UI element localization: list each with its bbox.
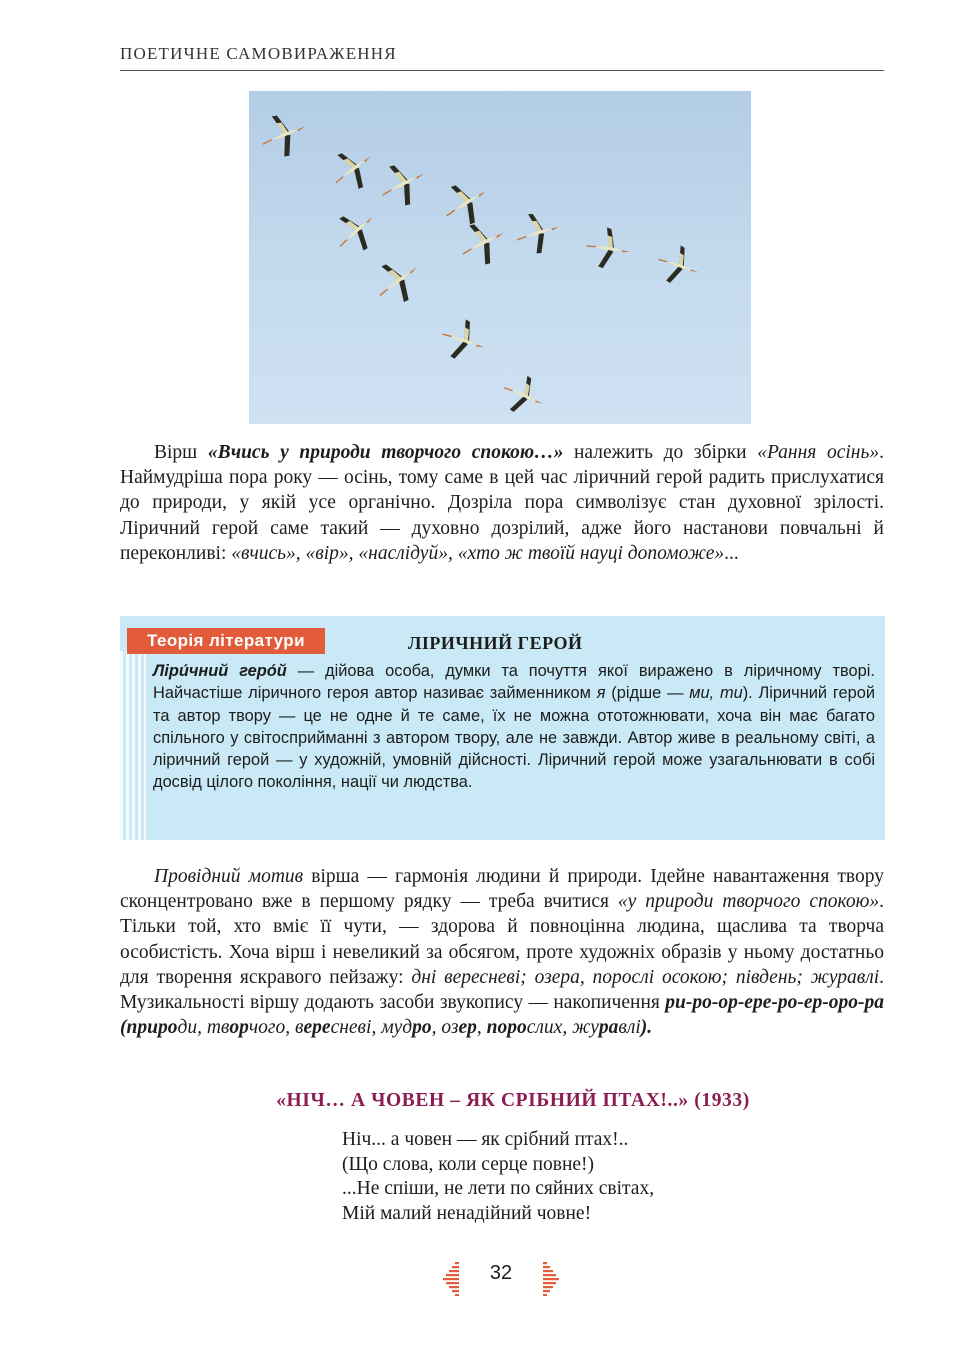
word-part: жу xyxy=(572,1017,599,1039)
word-part: влі xyxy=(618,1017,641,1039)
word-part: слих xyxy=(526,1017,563,1039)
separator: , xyxy=(197,1017,207,1039)
intro-paragraph xyxy=(120,440,884,566)
sound-pattern: ри-ро-ор-ере-ро-ер-оро-ра xyxy=(665,992,884,1014)
word-part: чого xyxy=(248,1017,286,1039)
stork-icon xyxy=(652,240,704,291)
text-run: . Музикальності віршу додають засоби звукопису — накопичення xyxy=(120,966,885,1014)
page-number: 32 xyxy=(489,1262,513,1284)
stork-icon xyxy=(326,202,386,261)
word-part: при xyxy=(126,1017,158,1039)
word-part: ди xyxy=(177,1017,198,1039)
stork-icon xyxy=(435,173,496,233)
theory-title: ЛІРИЧНИЙ ГЕРОЙ xyxy=(408,633,583,653)
text-run: (рідше — xyxy=(605,684,690,703)
collection-title: «Рання осінь» xyxy=(757,442,880,463)
stork-icon xyxy=(453,214,513,272)
storks-photo xyxy=(249,91,751,424)
separator: , xyxy=(476,1017,487,1039)
separator: , xyxy=(371,1017,382,1039)
theory-definition xyxy=(153,660,875,794)
word-part: ра xyxy=(598,1017,619,1039)
word-part: муд xyxy=(381,1017,413,1039)
separator: , xyxy=(285,1017,296,1039)
text-run: ми, ти xyxy=(689,684,743,703)
word-part: ор xyxy=(229,1017,249,1039)
theory-tag: Теорія літератури xyxy=(127,628,325,654)
decorative-stripes xyxy=(120,651,146,840)
quote: «у природи творчого спокою» xyxy=(617,891,880,913)
word-part: ер xyxy=(458,1017,477,1039)
word-part: сневі xyxy=(330,1017,372,1039)
text-run: — дійова особа, думки та почуття якої виражено в ліричному творі. Найчастіше ліричного героя автор називає займенником xyxy=(153,662,875,703)
word-part: ро xyxy=(157,1017,178,1039)
text-run: ). Ліричний герой та автор твору — це не одне й те саме, їх не можна ототожнювати, хоча він має багато спільного у світосприйманні з автором твору, але не завжди. Автор живе в реальному світі, а ліричний герой — у художній, умовній дійсності. Ліричний герой може узагальнювати в собі досвід цілого покоління, нації чи людства. xyxy=(153,684,875,792)
text-run: ). xyxy=(640,1017,653,1039)
quoted-words: «вчись», «вір», «наслідуй», «хто ж твоїй науці допоможе» xyxy=(231,542,725,564)
stork-icon xyxy=(512,207,565,258)
stork-icon xyxy=(436,314,491,367)
analysis-paragraph xyxy=(120,864,884,1040)
stork-icon xyxy=(373,155,433,213)
text-run: вірша — гармонія людини й природи. Ідейне навантаження твору сконцентровано вже в першому рядку — треба вчитися xyxy=(120,866,884,913)
word-part: ере xyxy=(303,1017,331,1039)
poem-line: ...Не спіши, не лети по сяйних світах, xyxy=(342,1178,655,1200)
text-run: . Наймудріша пора року — осінь, тому саме в цей час ліричний герой радить прислухатися до природи, у якій усе органічно. Дозріла пора символізує стан духовної зрілості. Ліричний герой саме такий — духовно дозрілий, адже його настанови повчальні й переконливі: xyxy=(120,442,884,564)
text-run: я xyxy=(596,684,606,703)
stork-icon xyxy=(496,369,550,422)
text-run: ( xyxy=(120,1017,127,1039)
running-head: ПОЕТИЧНЕ САМОВИРАЖЕННЯ xyxy=(120,44,884,71)
text-run: належить до збірки xyxy=(563,442,758,463)
poem-title: «НІЧ… А ЧОВЕН – ЯК СРІБНИЙ ПТАХ!..» (1933) xyxy=(276,1090,750,1111)
right-ornament-icon xyxy=(541,1260,561,1296)
left-ornament-icon xyxy=(441,1260,461,1296)
text-run: Вірш xyxy=(154,442,208,463)
stork-icon xyxy=(367,250,429,312)
separator: , xyxy=(562,1017,573,1039)
word-part: ро xyxy=(412,1017,432,1039)
poem-line: Ніч... а човен — як срібний птах!.. xyxy=(342,1129,629,1150)
key-term: Провідний мотив xyxy=(154,866,304,887)
poem-stanza xyxy=(342,1128,654,1226)
separator: , xyxy=(431,1017,442,1039)
stork-icon xyxy=(255,107,313,163)
poem-line: (Що слова, коли серце повне!) xyxy=(342,1153,595,1175)
stork-icon xyxy=(323,140,382,199)
text-run: . Тільки той, хто вміє її чути, — здорова й повноцінна людина, щаслива та творча особистість. Хоча вірш і невеликий за обсягом, проте художніх образів у ньому достатньо для творення яскравого пейзажу: xyxy=(120,891,884,988)
word-part: поро xyxy=(486,1017,527,1039)
poem-reference: «Вчись у природи творчого спокою…» xyxy=(207,442,564,463)
defined-term: Лiри́чний геро́й xyxy=(153,662,287,680)
theory-box xyxy=(120,616,885,840)
storks-illustration xyxy=(249,91,751,424)
stork-icon xyxy=(583,224,633,272)
word-part: в xyxy=(295,1017,304,1039)
word-part: тв xyxy=(206,1017,230,1039)
poem-line: Мій малий ненадійний човне! xyxy=(342,1202,592,1224)
word-part: оз xyxy=(441,1017,459,1039)
image-list: дні вересневі; озера, порослі осокою; південь; журавлі xyxy=(411,966,880,988)
text-run: ... xyxy=(724,542,739,564)
